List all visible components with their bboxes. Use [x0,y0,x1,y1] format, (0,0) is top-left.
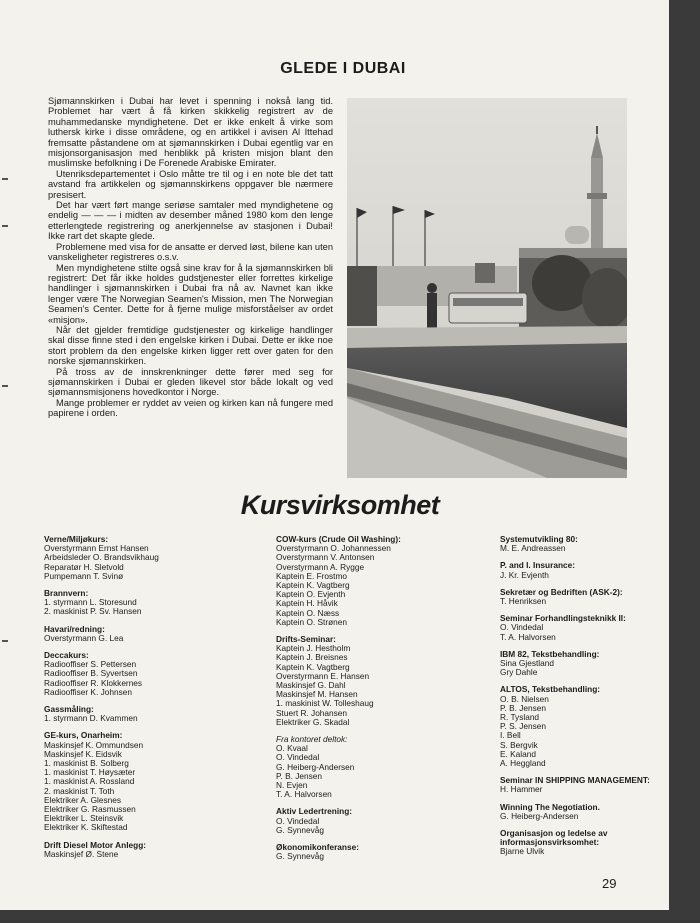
participant-name: T. Henriksen [500,596,547,607]
course-section [44,651,254,697]
participant-name: Radiooffiser S. Pettersen [44,659,137,670]
participant-name: T. A. Halvorsen [276,789,332,800]
participant-name: Maskinsjef K. Ommundsen [44,739,144,750]
participant-name: Pumpemann T. Svinø [44,570,124,581]
participant-name: G. Synnevåg [276,824,324,835]
course-section [500,588,650,606]
course-title: GE-kurs, Onarheim: [44,730,123,741]
course-title: Havari/redning: [44,623,105,634]
course-title: Drifts-Seminar: [276,634,336,645]
participant-name: Radiooffiser R. Klokkernes [44,677,143,688]
participant-name: O. Kvaal [276,743,308,754]
participant-name: Overstyrmann A. Rygge [276,561,365,572]
course-title: COW-kurs (Crude Oil Washing): [276,534,401,544]
course-title: Sekretær og Bedriften (ASK-2): [500,586,623,597]
participant-name: Maskinsjef K. Eidsvik [44,748,122,759]
participant-name: O. Vindedal [276,815,320,826]
course-title: Verne/Miljøkurs: [44,534,109,544]
course-section [276,535,481,627]
participant-name: R. Tysland [500,712,540,723]
participant-name: Radiooffiser B. Syvertsen [44,668,138,679]
article-paragraph: Men myndighetene stilte også sine krav for å la sjømannskirken bli registrert: Det får ikke holdes gudstjenester eller forrettes kirkelige handlinger i sjømannskirken i Dubai fra nå av. Navnet kan ikke lenger være The Norwegian Seamen's Mission, men The Norwegian Seamen's Center. Dette for å fjerne mulige misforståelser av ordet «misjon». [48,262,333,325]
course-title: Fra kontoret deltok: [276,734,348,745]
course-section [500,803,650,821]
article-body [48,96,333,419]
course-column-2 [276,535,481,870]
course-section [500,685,650,768]
article-title: GLEDE I DUBAI [280,60,406,77]
course-section [276,635,481,727]
binding-mark [2,178,8,180]
article-paragraph: Sjømannskirken i Dubai har levet i spenning i nokså lang tid. Problemet har vært å få kirken skikkelig registrert av de muhammedanske myndighetene. Det er ikke enkelt å virke som luthersk kirke i disse områdene, og en artikkel i avisen Al Ittehad fremsatte påstandene om at sjømannskirken i Dubai egentlig var en misjonsorganisasjon med henblikk på kristen misjon blant den muslimske befolkning i De Forenede Arabiske Emirater. [48,96,333,169]
course-title: IBM 82, Tekstbehandling: [500,648,600,659]
course-section [500,650,650,678]
participant-name: Stuert R. Johansen [276,707,348,718]
participant-name: 1. maskinist W. Tolleshaug [276,698,374,709]
page-number: 29 [602,876,617,891]
article-paragraph: Utenriksdepartementet i Oslo måtte tre til og i en note ble det tatt avstand fra artikkelen og sjømannskirkens oppgaver ble nærmere presisert. [48,168,333,200]
participant-name: Overstyrmann Ernst Hansen [44,543,149,554]
participant-name: Bjarne Ulvik [500,846,545,857]
course-section [500,776,650,794]
participant-name: O. B. Nielsen [500,693,549,704]
participant-name: Maskinsjef G. Dahl [276,680,346,691]
participant-name: M. E. Andreassen [500,543,566,554]
course-section [44,705,254,723]
participant-name: G. Heiberg-Andersen [276,761,355,772]
course-title: Økonomikonferanse: [276,842,359,853]
participant-name: E. Kaland [500,748,536,759]
participant-name: H. Hammer [500,784,543,795]
course-title: Gassmåling: [44,704,94,715]
participant-name: Sina Gjestland [500,658,554,669]
course-section [500,829,650,857]
course-section [44,535,254,581]
participant-name: 2. maskinist P. Sv. Hansen [44,606,142,617]
course-section [44,625,254,643]
participant-name: Elektriker K. Skiftestad [44,822,128,833]
participant-name: Elektriker G. Rasmussen [44,804,136,815]
participant-name: P. B. Jensen [276,770,322,781]
participant-name: Kaptein O. Strønen [276,616,348,627]
participant-name: Overstyrmann V. Antonsen [276,552,375,563]
course-title: Seminar IN SHIPPING MANAGEMENT: [500,775,650,786]
course-title: Brannvern: [44,588,89,599]
participant-name: N. Evjen [276,780,308,791]
participant-name: Overstyrmann O. Johannessen [276,543,391,554]
participant-name: S. Bergvik [500,739,538,750]
course-section [44,841,254,859]
participant-name: Kaptein K. Vagtberg [276,580,350,591]
binding-mark [2,385,8,387]
participant-name: Elektriker L. Steinsvik [44,813,124,824]
participant-name: Reparatør H. Sletvold [44,561,124,572]
participant-name: A. Heggland [500,758,546,769]
participant-name: Kaptein J. Breisnes [276,652,348,663]
participant-name: I. Bell [500,730,521,741]
course-title: Organisasjon og ledelse av informasjonsvirksomhet: [500,828,608,848]
course-section [500,561,650,579]
participant-name: J. Kr. Evjenth [500,569,549,580]
participant-name: 1. maskinist T. Høysæter [44,767,136,778]
course-section [500,614,650,642]
participant-name: Maskinsjef Ø. Stene [44,848,119,859]
participant-name: Kaptein H. Håvik [276,598,338,609]
article-paragraph: Mange problemer er ryddet av veien og kirken kan nå fungere med papirene i orden. [48,397,333,419]
participant-name: Radiooffiser K. Johnsen [44,686,132,697]
participant-name: P. B. Jensen [500,702,546,713]
participant-name: Arbeidsleder O. Brandsvikhaug [44,552,159,563]
binding-mark [2,640,8,642]
participant-name: 1. styrmann D. Kvammen [44,713,138,724]
course-title: Seminar Forhandlingsteknikk II: [500,613,626,624]
participant-name: Elektriker A. Glesnes [44,794,122,805]
participant-name: G. Heiberg-Andersen [500,810,579,821]
article-paragraph: På tross av de innskrenkninger dette fører med seg for sjømannskirken i Dubai er gleden likevel stor både lokalt og ved sjømannsmisjonens hovedkontor i Norge. [48,366,333,398]
participant-name: 2. maskinist T. Toth [44,785,115,796]
participant-name: 1. maskinist B. Solberg [44,758,129,769]
participant-name: 1. maskinist A. Rossland [44,776,135,787]
course-section [276,735,481,799]
course-section [44,731,254,832]
participant-name: P. S. Jensen [500,721,546,732]
course-title: Aktiv Ledertrening: [276,806,353,817]
article-paragraph: Når det gjelder fremtidige gudstjenester og kirkelige handlinger skal disse finne sted i den engelske kirken i Dubai. Dette er ikke noe stort problem da den engelske kirken ligger rett over gaten for den norske sjømannskirken. [48,324,333,367]
course-column-3 [500,535,650,865]
course-title: Systemutvikling 80: [500,534,578,544]
course-section [44,589,254,617]
binding-mark [2,225,8,227]
participant-name: T. A. Halvorsen [500,631,556,642]
participant-name: Kaptein O. Evjenth [276,589,346,600]
participant-name: G. Synnevåg [276,851,324,862]
participant-name: Elektriker G. Skadal [276,716,350,727]
course-title: Drift Diesel Motor Anlegg: [44,839,147,850]
participant-name: O. Vindedal [276,752,320,763]
participant-name: Overstyrmann E. Hansen [276,670,370,681]
article-paragraph: Det har vært ført mange seriøse samtaler med myndighetene og endelig — — — i midten av desember måned 1980 kom den lenge etterlengtede registrering og anerkjennelse av stasjonen i Dubai! Ikke rart det skapte glede. [48,200,333,242]
course-title: ALTOS, Tekstbehandling: [500,684,601,695]
course-column-1 [44,535,254,867]
course-title: P. and I. Insurance: [500,560,576,571]
participant-name: Maskinsjef M. Hansen [276,689,358,700]
participant-name: Overstyrmann G. Lea [44,632,124,643]
article-paragraph: Problemene med visa for de ansatte er derved løst, bilene kan uten vanskeligheter registreres o.s.v. [48,241,333,263]
course-title: Winning The Negotiation. [500,801,600,812]
participant-name: Kaptein K. Vagtberg [276,661,350,672]
participant-name: Kaptein E. Frostmo [276,570,348,581]
participant-name: Kaptein O. Næss [276,607,340,618]
course-section [500,535,650,553]
participant-name: O. Vindedal [500,622,544,633]
course-title: Deccakurs: [44,650,89,661]
participant-name: Gry Dahle [500,667,538,678]
participant-name: Kaptein J. Hestholm [276,643,351,654]
section-heading: Kursvirksomhet [240,490,440,520]
course-section [276,843,481,861]
photo-pool-mosque [347,98,627,478]
participant-name: 1. styrmann L. Storesund [44,597,137,608]
course-section [276,807,481,835]
